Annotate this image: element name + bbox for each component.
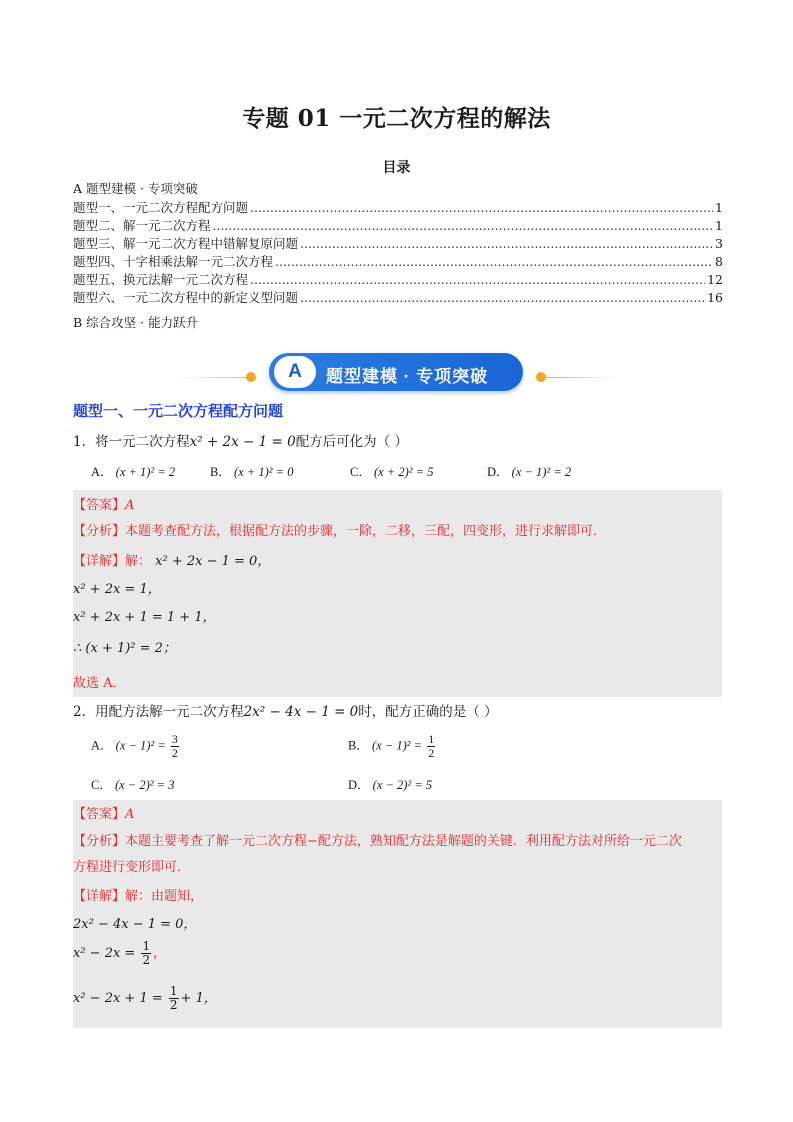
- banner-dot-right: [536, 372, 546, 382]
- q1-analysis: 【分析】本题考查配方法，根据配方法的步骤，一除，二移，三配，四变形，进行求解即可．: [73, 524, 607, 539]
- q2-analysis: 【分析】本题主要考查了解一元二次方程−配方法，熟知配方法是解题的关键．利用配方法对所给一元二次: [73, 834, 682, 849]
- toc-entry[interactable]: [73, 199, 723, 217]
- q1-option-b[interactable]: B． (x + 1)² = 0: [210, 465, 294, 479]
- toc-entry-page: 8: [715, 254, 723, 269]
- banner-text: 题型建模 · 专项突破: [326, 367, 489, 386]
- toc-entry[interactable]: [73, 253, 723, 271]
- q2-option-a[interactable]: A． (x − 1)² = $\frac{3}{2}$: [91, 732, 178, 760]
- page-title: 专题 01 一元二次方程的解法: [242, 105, 551, 132]
- toc-entry-label: 题型三、解一元二次方程中错解复原问题: [73, 236, 299, 251]
- q1-option-c[interactable]: C． (x + 2)² = 5: [350, 465, 434, 479]
- toc-entry-page: 12: [707, 272, 723, 287]
- q1-step: ∴ (x + 1)² = 2；: [73, 641, 176, 656]
- q1-option-d[interactable]: D． (x − 1)² = 2: [487, 465, 572, 479]
- question-2-stem: 2．用配方法解一元二次方程2x² − 4x − 1 = 0时，配方正确的是（ ）: [73, 704, 498, 720]
- q1-answer: 【答案】A: [73, 498, 135, 513]
- q2-answer: 【答案】A: [73, 807, 135, 822]
- toc-entry-page: 3: [715, 236, 723, 251]
- toc-entry[interactable]: [73, 235, 723, 253]
- toc-part-a[interactable]: A 题型建模 · 专项突破: [73, 181, 198, 196]
- toc-entry[interactable]: [73, 217, 723, 235]
- q2-detail: 【详解】解：由题知，: [73, 889, 204, 904]
- q2-option-d[interactable]: D． (x − 2)² = 5: [348, 778, 433, 792]
- q1-detail: 【详解】解： x² + 2x − 1 = 0，: [73, 554, 271, 569]
- toc-entry[interactable]: [73, 271, 723, 289]
- toc-entry-page: 1: [715, 200, 723, 215]
- toc-part-b[interactable]: B 综合攻坚 · 能力跃升: [73, 315, 199, 330]
- q2-step: x² − 2x = $\frac{1}{2}$ ，: [73, 939, 167, 967]
- toc-entry-label: 题型一、一元二次方程配方问题: [73, 200, 249, 215]
- banner-letter: A: [274, 356, 316, 388]
- banner-dot-left: [246, 372, 256, 382]
- question-1-stem: 1．将一元二次方程x² + 2x − 1 = 0配方后可化为（ ）: [73, 434, 408, 450]
- section-title: 题型一、一元二次方程配方问题: [73, 402, 284, 420]
- toc-entry-label: 题型四、十字相乘法解一元二次方程: [73, 254, 274, 269]
- toc-heading: 目录: [382, 160, 411, 176]
- banner-line-right: [546, 377, 616, 378]
- q1-conclusion: 故选 A．: [73, 676, 126, 691]
- toc-entry-label: 题型六、一元二次方程中的新定义型问题: [73, 290, 299, 305]
- q1-option-a[interactable]: A． (x + 1)² = 2: [91, 465, 176, 479]
- q1-step: x² + 2x = 1，: [73, 582, 161, 597]
- toc-entry-label: 题型二、解一元二次方程: [73, 218, 211, 233]
- equation: 2x² − 4x − 1 = 0: [243, 704, 359, 720]
- q2-option-b[interactable]: B． (x − 1)² = $\frac{1}{2}$: [348, 732, 435, 760]
- q2-step: 2x² − 4x − 1 = 0，: [73, 917, 197, 932]
- equation: x² + 2x − 1 = 0: [189, 434, 296, 450]
- toc-entry-label: 题型五、换元法解一元二次方程: [73, 272, 249, 287]
- banner-line-left: [178, 377, 248, 378]
- toc-entry-page: 1: [715, 218, 723, 233]
- q1-step: x² + 2x + 1 = 1 + 1，: [73, 610, 216, 625]
- toc-entry[interactable]: [73, 289, 723, 307]
- q2-analysis-cont: 方程进行变形即可．: [73, 860, 191, 875]
- q2-step: x² − 2x + 1 = $\frac{1}{2}$ + 1，: [73, 984, 217, 1012]
- q2-option-c[interactable]: C． (x − 2)² = 3: [91, 778, 175, 792]
- toc-entry-page: 16: [707, 290, 723, 305]
